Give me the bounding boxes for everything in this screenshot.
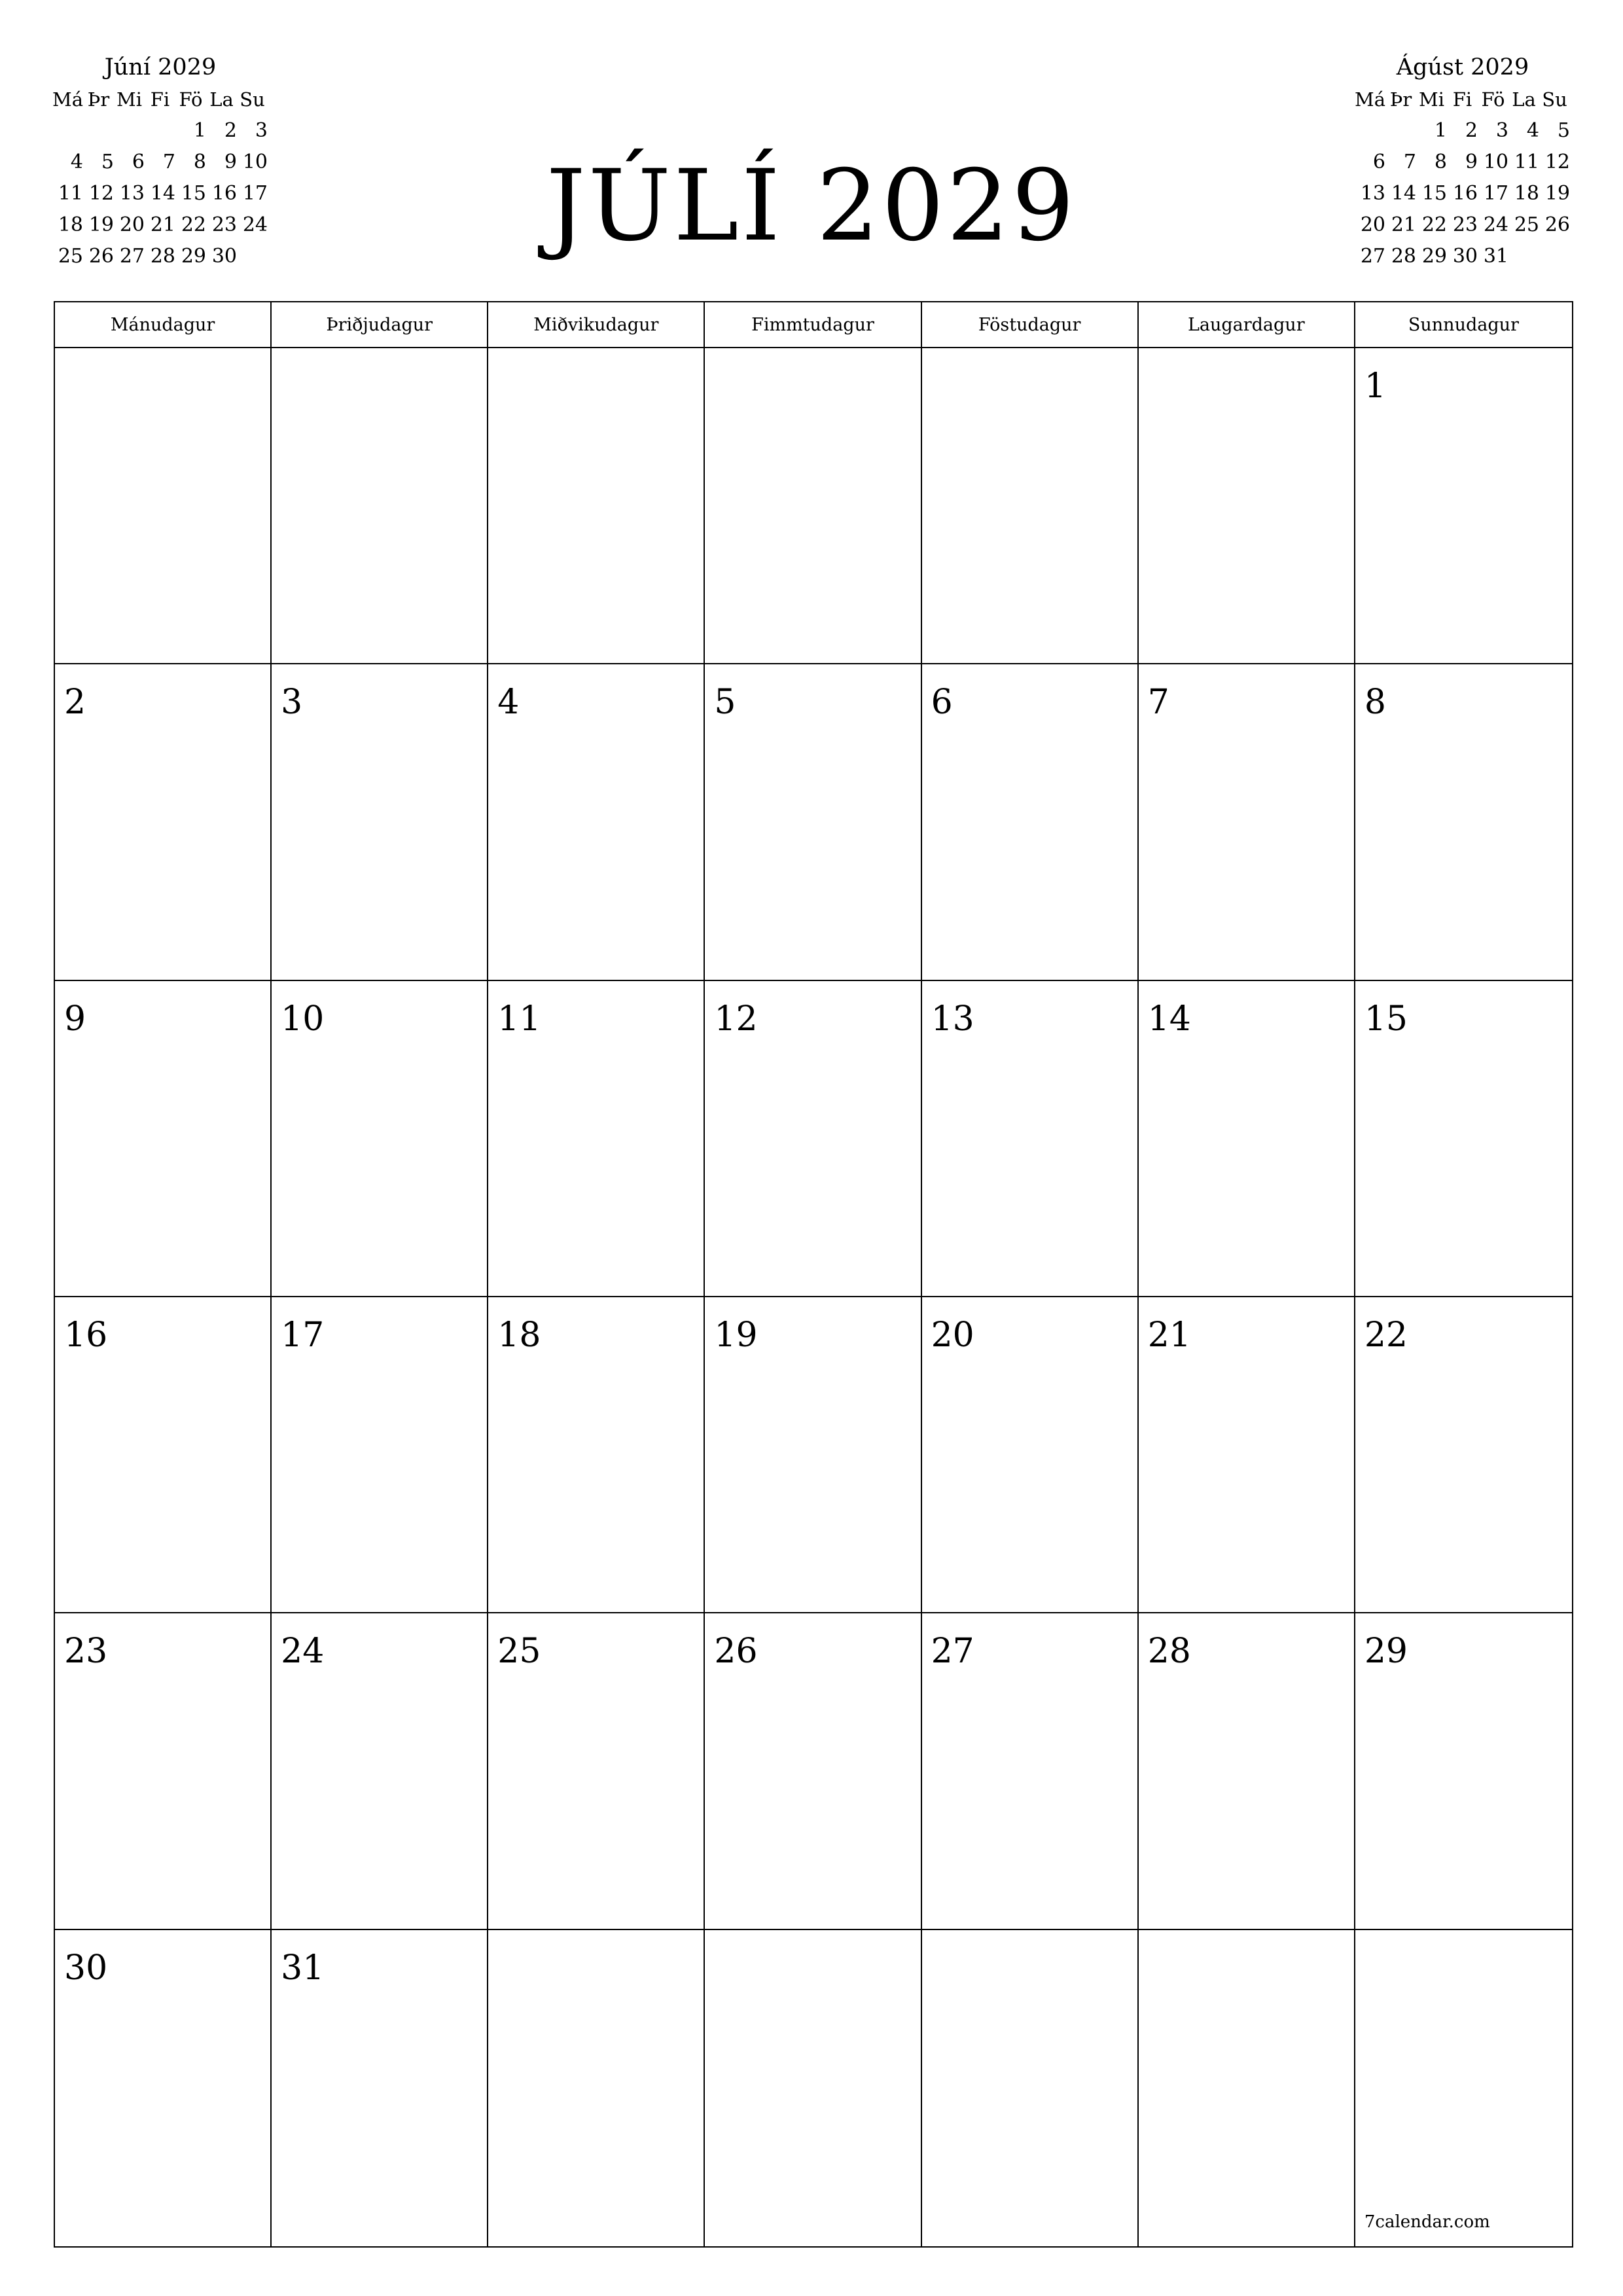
mini-day: 5: [101, 151, 114, 173]
mini-day: 6: [1372, 151, 1385, 173]
mini-day: 26: [1544, 213, 1570, 236]
prev-month-title: Júní 2029: [104, 54, 217, 81]
day-number: 6: [931, 683, 953, 723]
mini-day: 21: [150, 213, 175, 236]
day-cell[interactable]: [705, 981, 921, 1297]
day-cell[interactable]: [1139, 981, 1355, 1297]
day-cell[interactable]: [55, 1930, 272, 2246]
next-month-grid: [1355, 84, 1571, 272]
day-number: 11: [497, 999, 541, 1039]
weekday-header: Miðvikudagur: [488, 302, 705, 348]
day-cell[interactable]: [922, 1613, 1139, 1929]
mini-day: [52, 115, 83, 147]
day-cell[interactable]: [488, 664, 705, 980]
mini-day: 20: [1360, 213, 1385, 236]
day-cell[interactable]: [705, 1930, 921, 2246]
mini-day: 30: [1452, 245, 1478, 268]
mini-day: 25: [58, 245, 83, 268]
mini-day: [1355, 115, 1385, 147]
day-number: 7: [1147, 683, 1169, 723]
mini-day: 1: [1434, 119, 1447, 142]
day-number: 10: [281, 999, 325, 1039]
day-cell[interactable]: [488, 1297, 705, 1613]
day-cell[interactable]: [705, 664, 921, 980]
day-cell[interactable]: [55, 664, 272, 980]
weekday-header: Föstudagur: [922, 302, 1139, 348]
weekday-header: Sunnudagur: [1355, 302, 1572, 348]
mini-day: 2: [224, 119, 237, 142]
day-cell[interactable]: [922, 1930, 1139, 2246]
mini-day: 24: [242, 213, 268, 236]
mini-day: 23: [211, 213, 237, 236]
day-cell[interactable]: [488, 1930, 705, 2246]
day-number: 19: [714, 1316, 758, 1355]
day-cell[interactable]: [55, 981, 272, 1297]
mini-day: 18: [58, 213, 83, 236]
day-number: 31: [281, 1948, 325, 1988]
mini-day: 27: [119, 245, 145, 268]
mini-day: [1539, 241, 1570, 272]
mini-day: 4: [70, 151, 83, 173]
day-cell[interactable]: [1355, 981, 1572, 1297]
mini-day: [83, 115, 114, 147]
day-cell[interactable]: [1355, 1297, 1572, 1613]
day-cell[interactable]: [272, 1297, 488, 1613]
mini-day: 16: [211, 182, 237, 205]
mini-day: 22: [181, 213, 206, 236]
mini-day: 9: [224, 151, 237, 173]
mini-day: 29: [181, 245, 206, 268]
mini-day: 15: [1421, 182, 1447, 205]
mini-day: 3: [255, 119, 268, 142]
day-cell[interactable]: [272, 664, 488, 980]
mini-day: 10: [242, 151, 268, 173]
mini-day: 7: [162, 151, 175, 173]
day-number: 17: [281, 1316, 325, 1355]
mini-day: [1508, 241, 1539, 272]
day-cell[interactable]: [922, 981, 1139, 1297]
day-cell[interactable]: [1139, 1930, 1355, 2246]
next-month-title: Ágúst 2029: [1396, 54, 1529, 81]
day-cell[interactable]: [55, 348, 272, 664]
page-title: JÚLÍ 2029: [546, 149, 1077, 263]
month-calendar-grid: [54, 301, 1573, 2248]
day-number: 15: [1364, 999, 1408, 1039]
day-cell[interactable]: [272, 1930, 488, 2246]
mini-day: 16: [1452, 182, 1478, 205]
day-number: 28: [1147, 1632, 1191, 1672]
day-cell[interactable]: [705, 348, 921, 664]
day-cell[interactable]: [705, 1297, 921, 1613]
mini-day: 28: [150, 245, 175, 268]
mini-day: 17: [1483, 182, 1508, 205]
mini-day: 2: [1465, 119, 1478, 142]
day-number: 9: [64, 999, 86, 1039]
mini-day: 13: [1360, 182, 1385, 205]
mini-day: 1: [193, 119, 206, 142]
mini-day: [114, 115, 145, 147]
mini-day: 13: [119, 182, 145, 205]
mini-day: 29: [1421, 245, 1447, 268]
mini-weekday: Þr: [87, 88, 110, 111]
mini-weekday: Fö: [1481, 88, 1505, 111]
day-cell[interactable]: [1139, 348, 1355, 664]
mini-day: 20: [119, 213, 145, 236]
day-cell[interactable]: [488, 348, 705, 664]
mini-day: [237, 241, 268, 272]
mini-day: 12: [1544, 151, 1570, 173]
mini-day: 22: [1421, 213, 1447, 236]
day-number: 26: [714, 1632, 758, 1672]
day-cell[interactable]: [1139, 664, 1355, 980]
weekday-header: Mánudagur: [55, 302, 272, 348]
mini-day: 31: [1483, 245, 1508, 268]
day-cell[interactable]: [1355, 664, 1572, 980]
day-number: 21: [1147, 1316, 1191, 1355]
mini-day: 11: [1514, 151, 1539, 173]
weekday-header: Laugardagur: [1139, 302, 1355, 348]
mini-day: 24: [1483, 213, 1508, 236]
day-cell[interactable]: [272, 981, 488, 1297]
day-cell[interactable]: [922, 1297, 1139, 1613]
mini-day: [145, 115, 175, 147]
mini-day: 8: [1434, 151, 1447, 173]
mini-weekday: Þr: [1389, 88, 1412, 111]
weekday-header: Fimmtudagur: [705, 302, 921, 348]
mini-day: 21: [1391, 213, 1416, 236]
mini-weekday: Fö: [179, 88, 203, 111]
mini-day: 3: [1495, 119, 1508, 142]
day-cell[interactable]: [705, 1613, 921, 1929]
day-cell[interactable]: [1139, 1297, 1355, 1613]
day-number: 23: [64, 1632, 108, 1672]
day-number: 13: [931, 999, 974, 1039]
day-cell[interactable]: [272, 348, 488, 664]
mini-day: 11: [58, 182, 83, 205]
mini-weekday: La: [1512, 88, 1536, 111]
mini-day: 23: [1452, 213, 1478, 236]
site-credit: 7calendar.com: [1364, 2212, 1490, 2232]
mini-weekday: La: [209, 88, 234, 111]
day-number: 24: [281, 1632, 325, 1672]
mini-day: 12: [88, 182, 114, 205]
day-number: 16: [64, 1316, 108, 1355]
mini-weekday: Fi: [1452, 88, 1472, 111]
day-cell[interactable]: [922, 664, 1139, 980]
day-cell[interactable]: [1139, 1613, 1355, 1929]
mini-day: 15: [181, 182, 206, 205]
day-number: 12: [714, 999, 758, 1039]
mini-day: 5: [1557, 119, 1570, 142]
mini-day: 10: [1483, 151, 1508, 173]
mini-day: 8: [193, 151, 206, 173]
mini-day: 14: [1391, 182, 1416, 205]
day-cell[interactable]: [1355, 1930, 1572, 2246]
day-cell[interactable]: [272, 1613, 488, 1929]
day-number: 25: [497, 1632, 541, 1672]
day-number: 29: [1364, 1632, 1408, 1672]
day-cell[interactable]: [1355, 348, 1572, 664]
weekday-header: Þriðjudagur: [272, 302, 488, 348]
mini-day: 25: [1514, 213, 1539, 236]
mini-day: 18: [1514, 182, 1539, 205]
day-number: 1: [1364, 367, 1386, 406]
day-cell[interactable]: [55, 1613, 272, 1929]
day-number: 20: [931, 1316, 974, 1355]
mini-day: 17: [242, 182, 268, 205]
mini-day: 19: [1544, 182, 1570, 205]
mini-weekday: Má: [1355, 88, 1385, 111]
mini-day: 19: [88, 213, 114, 236]
day-cell[interactable]: [1355, 1613, 1572, 1929]
day-number: 2: [64, 683, 86, 723]
mini-day: 27: [1360, 245, 1385, 268]
day-number: 8: [1364, 683, 1386, 723]
mini-day: 4: [1526, 119, 1539, 142]
day-number: 27: [931, 1632, 974, 1672]
day-cell[interactable]: [488, 981, 705, 1297]
mini-day: 28: [1391, 245, 1416, 268]
mini-weekday: Má: [52, 88, 83, 111]
day-number: 22: [1364, 1316, 1408, 1355]
mini-weekday: Su: [1542, 88, 1567, 111]
next-month-mini-calendar: [1355, 51, 1571, 272]
mini-day: 14: [150, 182, 175, 205]
mini-weekday: Mi: [1419, 88, 1444, 111]
mini-day: 26: [88, 245, 114, 268]
mini-weekday: Su: [240, 88, 265, 111]
prev-month-mini-calendar: [52, 51, 268, 272]
mini-day: 30: [211, 245, 237, 268]
mini-weekday: Fi: [150, 88, 170, 111]
day-cell[interactable]: [922, 348, 1139, 664]
day-number: 5: [714, 683, 736, 723]
prev-month-grid: [52, 84, 268, 272]
day-number: 3: [281, 683, 303, 723]
mini-day: 6: [132, 151, 145, 173]
day-number: 18: [497, 1316, 541, 1355]
mini-weekday: Mi: [116, 88, 142, 111]
day-number: 4: [497, 683, 520, 723]
mini-day: 9: [1465, 151, 1478, 173]
day-cell[interactable]: [488, 1613, 705, 1929]
day-cell[interactable]: [55, 1297, 272, 1613]
day-number: 14: [1147, 999, 1191, 1039]
day-number: 30: [64, 1948, 108, 1988]
mini-day: [1385, 115, 1416, 147]
mini-day: 7: [1403, 151, 1416, 173]
